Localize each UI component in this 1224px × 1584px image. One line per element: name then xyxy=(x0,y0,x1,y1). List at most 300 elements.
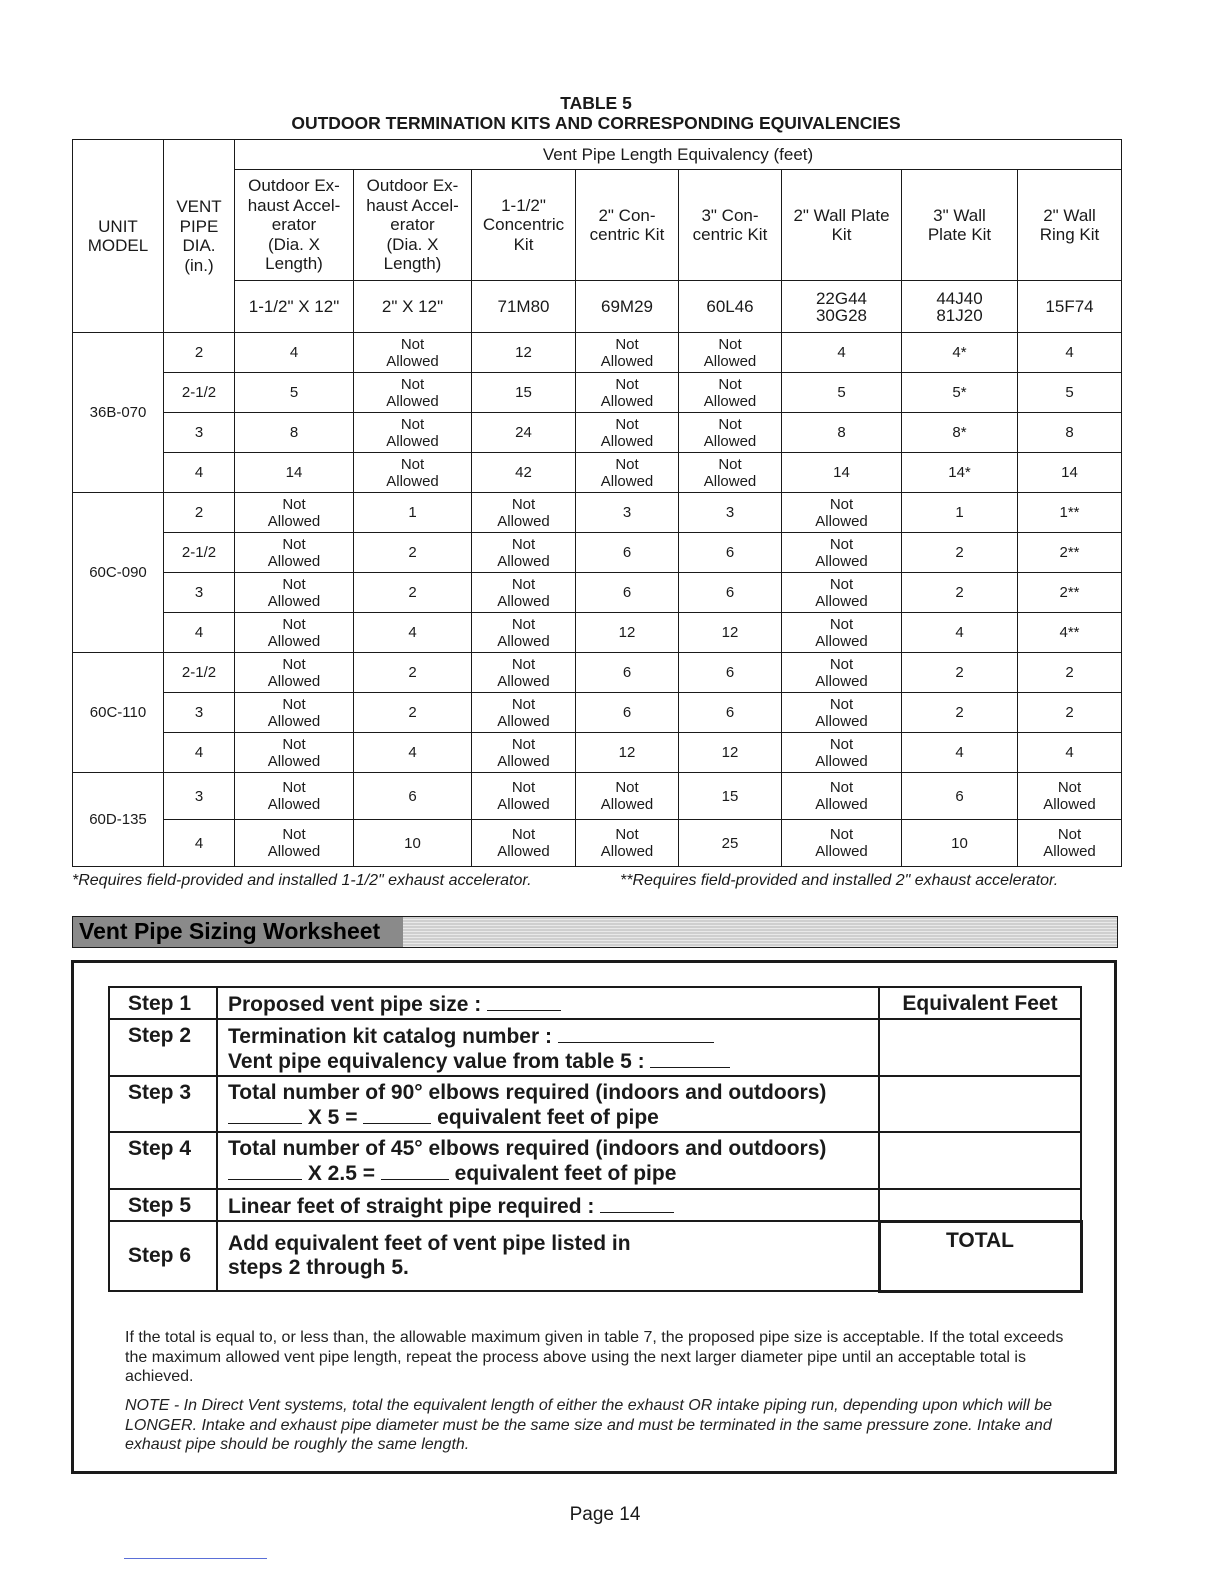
vent-dia-cell: 4 xyxy=(164,613,235,653)
step-row xyxy=(109,1132,1081,1189)
cell-value: 4 xyxy=(837,344,846,361)
equivalency-cell xyxy=(235,773,354,820)
table-row xyxy=(73,453,1122,493)
equivalency-cell xyxy=(1018,653,1122,693)
vent-dia-cell: 4 xyxy=(164,820,235,867)
cell-value: 6 xyxy=(408,787,417,805)
equivalency-cell xyxy=(235,693,354,733)
worksheet-banner xyxy=(72,916,1118,948)
step-line: Total number of 45° elbows required (indoors and outdoors) xyxy=(228,1137,827,1160)
cell-value: Not Allowed xyxy=(497,735,550,770)
cell-value: 6 xyxy=(725,704,735,721)
cell-value: Not Allowed xyxy=(600,335,654,370)
kit-name-header xyxy=(576,170,679,281)
header-line: (Dia. X xyxy=(268,234,320,254)
equivalency-cell xyxy=(235,573,354,613)
cell-value: 1 xyxy=(408,504,417,521)
header-line: Outdoor Ex- xyxy=(248,176,340,196)
equivalency-cell xyxy=(902,573,1018,613)
cell-value: 6 xyxy=(725,584,735,601)
table-number: TABLE 5 xyxy=(560,93,632,113)
step-line: equivalent feet of pipe xyxy=(437,1106,659,1129)
step-row xyxy=(109,1076,1081,1132)
cell-value: Not Allowed xyxy=(267,495,321,530)
header-line: Ring Kit xyxy=(1039,225,1100,244)
vent-dia-cell: 2-1/2 xyxy=(164,533,235,573)
unit-model-cell: 60C-090 xyxy=(73,493,164,653)
cell-value: 6 xyxy=(622,704,632,721)
equivalent-feet-cell xyxy=(879,1189,1081,1221)
header-line: 3" Con- xyxy=(701,205,759,225)
equivalency-cell xyxy=(472,733,576,773)
header-line: UNIT xyxy=(98,216,138,236)
equivalency-cell xyxy=(235,333,354,373)
equivalency-cell xyxy=(782,613,902,653)
equivalency-cell xyxy=(679,653,782,693)
equivalency-cell xyxy=(576,413,679,453)
cell-value: Not Allowed xyxy=(497,615,550,650)
equivalency-cell xyxy=(1018,453,1122,493)
equivalency-cell xyxy=(472,613,576,653)
equivalency-cell xyxy=(1018,820,1122,867)
cell-value: 8 xyxy=(1065,424,1074,441)
equivalency-cell xyxy=(782,333,902,373)
cell-value: 12 xyxy=(721,744,739,761)
equivalency-cell xyxy=(679,573,782,613)
table-title xyxy=(72,93,1120,133)
unit-model-cell: 60C-110 xyxy=(73,653,164,773)
cell-value: 24 xyxy=(515,424,532,441)
cell-value: Not Allowed xyxy=(497,695,550,730)
equivalency-cell xyxy=(354,820,472,867)
vent-dia-cell: 2-1/2 xyxy=(164,653,235,693)
equivalency-cell xyxy=(902,733,1018,773)
step-line: Vent pipe equivalency value from table 5 : xyxy=(228,1050,645,1073)
cell-value: 25 xyxy=(721,834,739,852)
cell-value: 4* xyxy=(952,344,967,361)
cell-value: Not Allowed xyxy=(386,335,439,370)
cell-value: Not Allowed xyxy=(497,575,550,610)
table-row xyxy=(73,613,1122,653)
step-text xyxy=(217,1189,879,1221)
blank-line xyxy=(487,992,561,1011)
step-text xyxy=(217,987,879,1019)
equivalency-cell xyxy=(354,333,472,373)
catalog-line: 44J40 xyxy=(936,288,983,308)
equivalency-group-header: Vent Pipe Length Equivalency (feet) xyxy=(235,140,1122,170)
cell-value: Not Allowed xyxy=(497,826,550,860)
header-line: haust Accel- xyxy=(247,195,341,215)
kit-catalog-number xyxy=(472,281,576,333)
cell-value: 2 xyxy=(408,584,417,601)
table-caption: OUTDOOR TERMINATION KITS AND CORRESPONDING EQUIVALENCIES xyxy=(291,113,901,133)
equivalency-cell xyxy=(576,493,679,533)
cell-value: Not Allowed xyxy=(497,655,550,690)
cell-value: 3 xyxy=(622,504,632,521)
equivalency-cell xyxy=(782,733,902,773)
header-line: centric Kit xyxy=(692,225,768,244)
header-line: Length) xyxy=(383,254,442,274)
equivalency-cell xyxy=(1018,693,1122,733)
cell-value: Not Allowed xyxy=(703,335,757,370)
cell-value: 12 xyxy=(618,624,636,641)
cell-value: 4 xyxy=(1065,744,1074,761)
header-line: VENT xyxy=(176,197,222,216)
cell-value: 2 xyxy=(955,704,964,721)
blank-line xyxy=(228,1161,302,1180)
equivalency-cell xyxy=(576,373,679,413)
equivalency-cell xyxy=(1018,373,1122,413)
worksheet-steps-table xyxy=(108,986,1083,1293)
cell-value: 5 xyxy=(1065,384,1074,401)
cell-value: 2 xyxy=(408,664,417,681)
equivalent-feet-header: Equivalent Feet xyxy=(879,987,1081,1019)
cell-value: 8 xyxy=(837,424,846,441)
cell-value: 15 xyxy=(515,384,532,401)
header-line: Plate Kit xyxy=(927,225,992,244)
table-row xyxy=(73,773,1122,820)
header-line: (in.) xyxy=(184,255,214,275)
equivalency-cell xyxy=(235,533,354,573)
header-line: PIPE xyxy=(179,216,219,236)
cell-value: 6 xyxy=(955,787,964,805)
equivalency-cell xyxy=(354,413,472,453)
instructions-paragraph: If the total is equal to, or less than, the allowable maximum given in table 7, the proposed pipe size is acceptable. If the total exceeds the maximum allowed vent pipe length, repeat the process above using the next larger diameter pipe until an acceptable total is achieved. xyxy=(125,1329,1064,1385)
equivalency-cell xyxy=(782,820,902,867)
unit-model-header xyxy=(73,140,164,333)
equivalency-cell xyxy=(354,733,472,773)
kit-name-header xyxy=(235,170,354,281)
equivalency-cell xyxy=(235,373,354,413)
cell-value: Not Allowed xyxy=(267,735,321,770)
header-line: Kit xyxy=(513,234,534,254)
equivalency-cell xyxy=(679,373,782,413)
equivalency-cell xyxy=(679,773,782,820)
cell-value: Not Allowed xyxy=(386,455,439,490)
equivalency-cell xyxy=(782,573,902,613)
cell-value: 2 xyxy=(955,664,964,681)
cell-value: 4 xyxy=(408,624,417,641)
equivalency-cell xyxy=(472,653,576,693)
cell-value: Not Allowed xyxy=(815,495,868,530)
table-row xyxy=(73,820,1122,867)
equivalency-cell xyxy=(354,613,472,653)
equivalency-cell xyxy=(782,493,902,533)
equivalent-feet-cell xyxy=(879,1019,1081,1076)
header-line: Length) xyxy=(265,254,323,274)
blank-line xyxy=(363,1105,431,1124)
equivalency-cell xyxy=(679,333,782,373)
kit-name-header xyxy=(679,170,782,281)
equivalency-cell xyxy=(782,453,902,493)
cell-value: Not Allowed xyxy=(497,535,550,570)
equivalency-cell xyxy=(472,573,576,613)
cell-value: Not Allowed xyxy=(600,415,654,450)
link-underline xyxy=(124,1558,267,1559)
cell-value: 42 xyxy=(515,464,532,481)
equivalency-cell xyxy=(472,533,576,573)
cell-value: Not Allowed xyxy=(600,779,654,813)
vent-dia-cell: 4 xyxy=(164,453,235,493)
kit-catalog-number xyxy=(679,281,782,333)
equivalency-cell xyxy=(354,453,472,493)
equivalency-cell xyxy=(902,773,1018,820)
header-line: 2" Con- xyxy=(598,205,656,225)
blank-line xyxy=(600,1194,674,1213)
equivalency-cell xyxy=(576,693,679,733)
equivalency-cell xyxy=(1018,773,1122,820)
equivalency-cell xyxy=(902,453,1018,493)
footnote-double-star: **Requires field-provided and installed 2" exhaust accelerator. xyxy=(620,872,1059,889)
step-text xyxy=(217,1132,879,1189)
equivalency-cell xyxy=(472,413,576,453)
header-line: Outdoor Ex- xyxy=(366,176,459,196)
cell-value: 12 xyxy=(618,744,636,761)
equivalency-cell xyxy=(782,773,902,820)
step-label: Step 6 xyxy=(109,1221,217,1291)
catalog-line: 15F74 xyxy=(1045,297,1094,316)
equivalency-cell xyxy=(902,413,1018,453)
catalog-line: 60L46 xyxy=(706,297,754,316)
table-row xyxy=(73,413,1122,453)
page-number: Page 14 xyxy=(569,1504,641,1525)
step-label: Step 3 xyxy=(109,1076,217,1132)
equivalent-feet-cell xyxy=(879,1076,1081,1132)
cell-value: Not Allowed xyxy=(600,455,654,490)
cell-value: 2 xyxy=(955,544,964,561)
equivalency-cell xyxy=(354,573,472,613)
header-line: 2" Wall Plate xyxy=(793,205,890,225)
step-line: Termination kit catalog number : xyxy=(228,1025,552,1048)
equivalency-cell xyxy=(902,613,1018,653)
cell-value: Not Allowed xyxy=(267,779,321,813)
cell-value: Not Allowed xyxy=(815,575,868,610)
cell-value: Not Allowed xyxy=(815,695,868,730)
unit-model-cell: 60D-135 xyxy=(73,773,164,867)
cell-value: Not Allowed xyxy=(815,655,868,690)
kit-catalog-number xyxy=(782,281,902,333)
equivalency-cell xyxy=(472,773,576,820)
cell-value: 12 xyxy=(515,344,532,361)
vent-dia-cell: 3 xyxy=(164,413,235,453)
equivalency-cell xyxy=(782,693,902,733)
catalog-line: 69M29 xyxy=(601,297,653,316)
equivalency-cell xyxy=(576,820,679,867)
cell-value: Not Allowed xyxy=(267,575,321,610)
equivalency-cell xyxy=(1018,333,1122,373)
step-line: equivalent feet of pipe xyxy=(454,1162,677,1185)
equivalency-cell xyxy=(902,333,1018,373)
cell-value: 8* xyxy=(952,424,967,441)
equivalency-cell xyxy=(354,653,472,693)
header-line: Kit xyxy=(831,225,852,244)
equivalency-cell xyxy=(354,533,472,573)
catalog-line: 71M80 xyxy=(497,297,550,316)
cell-value: 5 xyxy=(837,384,846,401)
header-line: 2" Wall xyxy=(1043,205,1096,225)
vent-pipe-dia-header xyxy=(164,140,235,333)
vent-dia-cell: 3 xyxy=(164,773,235,820)
header-line: MODEL xyxy=(87,236,149,255)
equivalency-cell xyxy=(354,493,472,533)
header-line: (Dia. X xyxy=(386,234,439,254)
table-row xyxy=(73,373,1122,413)
cell-value: 2** xyxy=(1059,544,1080,561)
table-row xyxy=(73,493,1122,533)
equivalency-cell xyxy=(902,653,1018,693)
kit-catalog-number xyxy=(576,281,679,333)
equivalency-cell xyxy=(902,820,1018,867)
header-line: DIA. xyxy=(182,236,216,255)
equivalency-cell xyxy=(576,573,679,613)
cell-value: 2 xyxy=(408,704,417,721)
cell-value: 6 xyxy=(725,664,735,681)
termination-kits-table xyxy=(72,139,1122,867)
step-label: Step 4 xyxy=(109,1132,217,1189)
cell-value: Not Allowed xyxy=(497,495,550,530)
step-text xyxy=(217,1019,879,1076)
cell-value: 4 xyxy=(289,344,299,361)
equivalency-cell xyxy=(235,653,354,693)
cell-value: Not Allowed xyxy=(267,615,321,650)
cell-value: 4 xyxy=(955,744,964,761)
equivalency-cell xyxy=(235,493,354,533)
cell-value: Not Allowed xyxy=(703,415,757,450)
step-line: steps 2 through 5. xyxy=(228,1256,409,1279)
vent-dia-cell: 3 xyxy=(164,693,235,733)
step-line: Linear feet of straight pipe required : xyxy=(228,1195,595,1218)
equivalency-cell xyxy=(472,820,576,867)
catalog-line: 2" X 12" xyxy=(381,297,444,316)
equivalency-cell xyxy=(576,533,679,573)
table-row xyxy=(73,333,1122,373)
table-header-row xyxy=(73,140,1122,170)
cell-value: 4 xyxy=(408,744,417,761)
cell-value: 2** xyxy=(1059,584,1080,601)
equivalency-cell xyxy=(472,373,576,413)
cell-value: Not Allowed xyxy=(703,455,757,490)
table-row xyxy=(73,573,1122,613)
equivalency-cell xyxy=(782,373,902,413)
cell-value: 14 xyxy=(833,464,850,481)
table-row xyxy=(73,533,1122,573)
equivalency-cell xyxy=(902,533,1018,573)
table-row xyxy=(73,653,1122,693)
cell-value: Not Allowed xyxy=(267,695,321,730)
cell-value: 15 xyxy=(721,787,739,805)
cell-value: 6 xyxy=(622,544,632,561)
blank-line xyxy=(381,1161,449,1180)
cell-value: Not Allowed xyxy=(815,779,868,813)
equivalency-cell xyxy=(1018,533,1122,573)
step-line: Total number of 90° elbows required (indoors and outdoors) xyxy=(228,1081,827,1104)
vent-dia-cell: 2-1/2 xyxy=(164,373,235,413)
equivalency-cell xyxy=(679,733,782,773)
header-line: haust Accel- xyxy=(366,195,459,215)
header-line: 3" Wall xyxy=(933,205,986,225)
cell-value: Not Allowed xyxy=(267,655,321,690)
equivalent-feet-cell xyxy=(879,1132,1081,1189)
equivalency-cell xyxy=(576,653,679,693)
step-row xyxy=(109,1189,1081,1221)
blank-line xyxy=(558,1024,714,1043)
equivalency-cell xyxy=(1018,573,1122,613)
vent-dia-cell: 3 xyxy=(164,573,235,613)
total-cell: TOTAL xyxy=(879,1221,1081,1291)
step-label: Step 5 xyxy=(109,1189,217,1221)
equivalency-cell xyxy=(235,413,354,453)
equivalency-cell xyxy=(472,453,576,493)
equivalency-cell xyxy=(1018,613,1122,653)
cell-value: 2 xyxy=(1065,664,1074,681)
cell-value: 8 xyxy=(289,424,299,441)
step-line: X 2.5 = xyxy=(307,1162,375,1185)
equivalency-cell xyxy=(576,613,679,653)
cell-value: Not Allowed xyxy=(386,375,439,410)
equivalency-cell xyxy=(782,413,902,453)
cell-value: 4** xyxy=(1059,624,1080,641)
worksheet-title: Vent Pipe Sizing Worksheet xyxy=(79,918,381,944)
cell-value: 4 xyxy=(1065,344,1074,361)
kit-name-header xyxy=(782,170,902,281)
cell-value: 10 xyxy=(404,834,421,852)
blank-line xyxy=(228,1105,302,1124)
equivalency-cell xyxy=(235,453,354,493)
cell-value: 2 xyxy=(1065,704,1074,721)
equivalency-cell xyxy=(472,693,576,733)
equivalency-cell xyxy=(782,533,902,573)
kit-catalog-number xyxy=(235,281,354,333)
step-text xyxy=(217,1221,879,1291)
header-line: erator xyxy=(390,215,435,235)
catalog-line: 30G28 xyxy=(815,305,868,325)
equivalency-cell xyxy=(679,533,782,573)
catalog-line: 1-1/2" X 12" xyxy=(248,297,340,316)
equivalency-cell xyxy=(1018,733,1122,773)
equivalency-cell xyxy=(679,820,782,867)
table-row xyxy=(73,733,1122,773)
cell-value: Not Allowed xyxy=(600,826,654,860)
cell-value: 14 xyxy=(1061,464,1078,481)
kit-catalog-number xyxy=(902,281,1018,333)
equivalency-cell xyxy=(902,373,1018,413)
equivalency-cell xyxy=(354,773,472,820)
cell-value: 1** xyxy=(1059,504,1080,521)
kit-name-header xyxy=(354,170,472,281)
cell-value: 2 xyxy=(408,544,417,561)
table-row xyxy=(73,693,1122,733)
direct-vent-note: NOTE - In Direct Vent systems, total the equivalent length of either the exhaust OR intake piping run, depending upon which will be LONGER. Intake and exhaust pipe diameter must be the same size and must be terminated in the same pressure zone. Intake and exhaust pipe should be roughly the same length. xyxy=(125,1397,1053,1453)
equivalency-cell xyxy=(902,493,1018,533)
catalog-line: 81J20 xyxy=(936,305,983,325)
equivalency-cell xyxy=(1018,493,1122,533)
step-row xyxy=(109,1019,1081,1076)
vent-dia-cell: 2 xyxy=(164,333,235,373)
kit-catalog-number xyxy=(1018,281,1122,333)
step-row xyxy=(109,1221,1081,1291)
equivalency-cell xyxy=(679,453,782,493)
cell-value: 6 xyxy=(725,544,735,561)
unit-model-cell: 36B-070 xyxy=(73,333,164,493)
equivalency-cell xyxy=(576,453,679,493)
cell-value: Not Allowed xyxy=(497,779,550,813)
header-line: centric Kit xyxy=(589,225,665,244)
cell-value: Not Allowed xyxy=(386,415,439,450)
cell-value: Not Allowed xyxy=(267,826,321,860)
equivalency-cell xyxy=(576,773,679,820)
cell-value: Not Allowed xyxy=(1043,779,1096,813)
blank-line xyxy=(650,1049,730,1068)
